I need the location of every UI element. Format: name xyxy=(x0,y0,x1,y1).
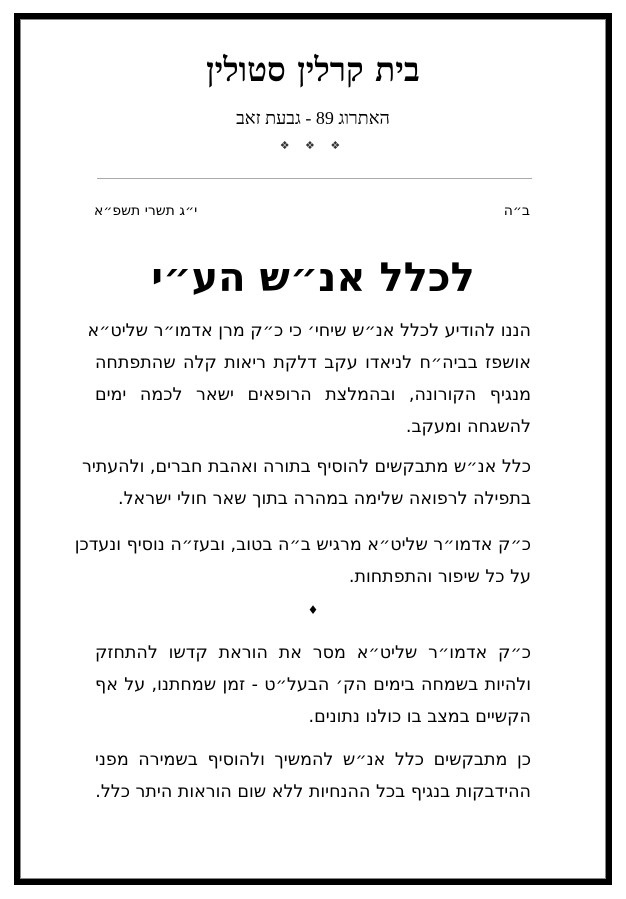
paragraph-3 xyxy=(74,529,531,593)
organization-address: האתרוג 89 - גבעת זאב xyxy=(236,108,390,128)
text-line: מנגיף הקורונה, ובהמלצת הרופאים ישאר לכמה ימים xyxy=(95,385,531,405)
paragraph-1 xyxy=(87,315,531,443)
text-line: כ״ק אדמו״ר שליט״א מרגיש ב״ה בטוב, ובעז״ה נוסיף ונעדכן xyxy=(74,535,531,555)
headline: לכלל אנ״ש הע״י xyxy=(151,255,475,301)
text-line: אושפז בביה״ח לניאדו עקב דלקת ריאות קלה שהתפתחה xyxy=(95,353,531,373)
text-line: בתפילה לרפואה שלימה במהרה בתוך שאר חולי ישראל. xyxy=(118,489,531,509)
ornament-icon: ❖ ❖ ❖ xyxy=(279,139,347,152)
text-line: כ״ק אדמו״ר שליט״א מסר את הוראת קדשו להתחזק xyxy=(95,643,531,663)
section-separator: ♦ xyxy=(307,603,319,617)
paragraph-2 xyxy=(81,451,531,515)
text-line: להשגחה ומעקב. xyxy=(405,417,531,437)
text-line: על כל שיפור והתפתחות. xyxy=(348,567,531,587)
text-line: כן מתבקשים כלל אנ״ש להמשיך ולהוסיף בשמירה מפני xyxy=(95,750,531,770)
bh-mark: ב״ה xyxy=(503,203,530,219)
letter-date: י״ג תשרי תשפ״א xyxy=(94,203,198,219)
text-line: הקשיים במצב בו כולנו נתונים. xyxy=(308,707,531,727)
paragraph-4 xyxy=(95,637,531,733)
text-line: ולהיות בשמחה בימים הק׳ הבעל״ט - זמן שמחתנו, על אף xyxy=(95,675,531,695)
paragraph-5 xyxy=(95,744,531,808)
organization-title: בית קרלין סטולין xyxy=(206,50,420,89)
text-line: הננו להודיע לכלל אנ״ש שיחי׳ כי כ״ק מרן אדמו״ר שליט״א xyxy=(87,321,531,341)
text-line: ההידבקות בנגיף בכל ההנחיות ללא שום הוראות היתר כלל. xyxy=(95,782,531,802)
header-divider xyxy=(97,178,532,179)
text-line: כלל אנ״ש מתבקשים להוסיף בתורה ואהבת חברים, ולהעתיר xyxy=(81,457,531,477)
